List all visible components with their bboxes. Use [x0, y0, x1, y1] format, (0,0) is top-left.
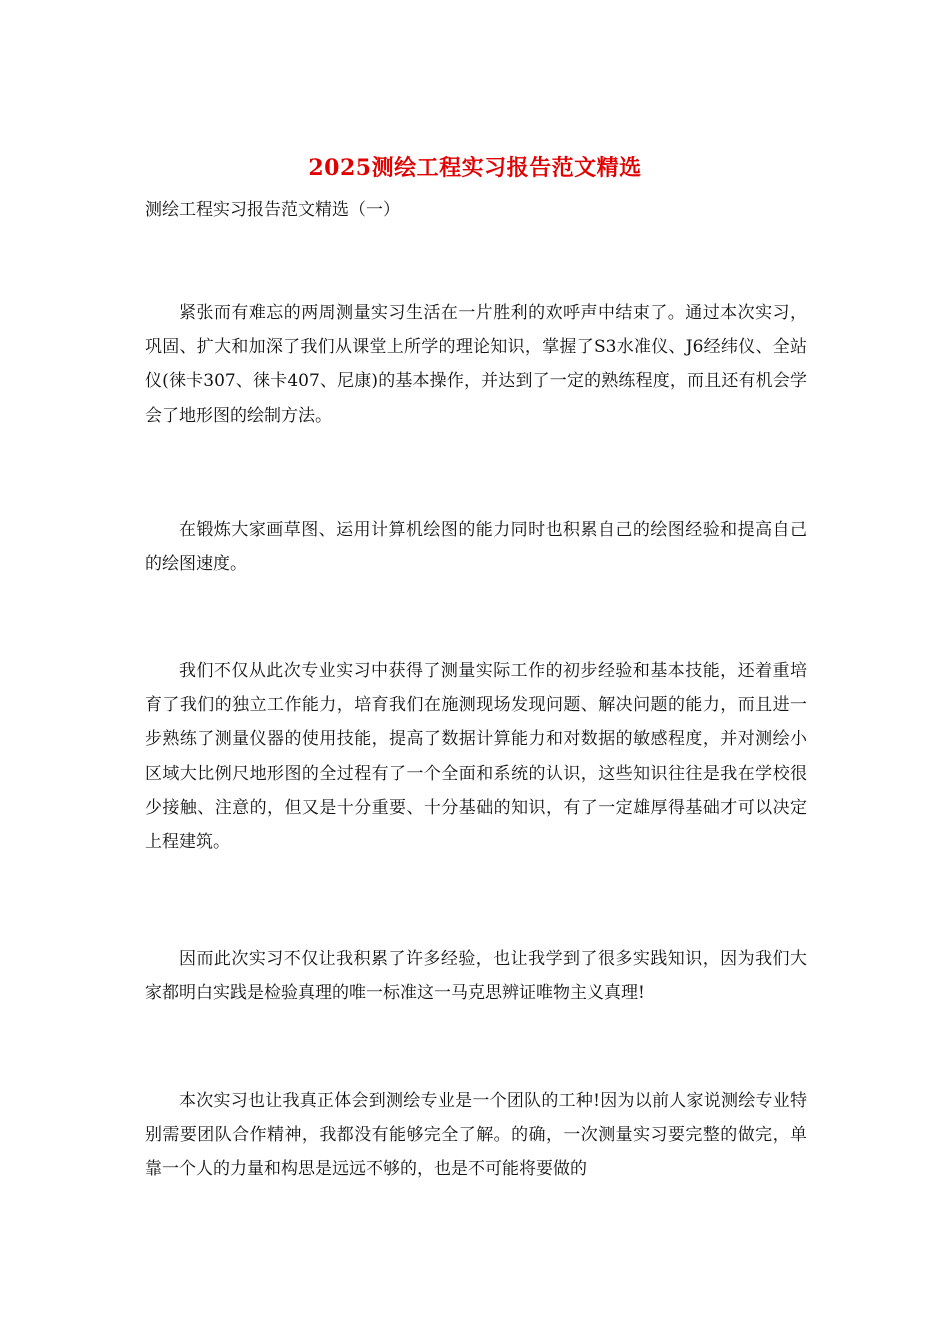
paragraph: 我们不仅从此次专业实习中获得了测量实际工作的初步经验和基本技能，还着重培育了我们的独立工作能力，培育我们在施测现场发现问题、解决问题的能力，而且进一步熟练了测量仪器的使用技能，提高了数据计算能力和对数据的敏感程度，并对测绘小区域大比例尺地形图的全过程有了一个全面和系统的认识，这些知识往往是我在学校很少接触、注意的，但又是十分重要、十分基础的知识，有了一定雄厚得基础才可以决定上程建筑。: [145, 661, 807, 853]
document-subtitle: 测绘工程实习报告范文精选（一）: [145, 200, 400, 220]
document-title: 2025测绘工程实习报告范文精选: [308, 155, 642, 181]
paragraph: 本次实习也让我真正体会到测绘专业是一个团队的工种!因为以前人家说测绘专业特别需要团队合作精神，我都没有能够完全了解。的确，一次测量实习要完整的做完，单靠一个人的力量和构思是远远不够的，也是不可能将要做的: [145, 1091, 807, 1180]
paragraph: 紧张而有难忘的两周测量实习生活在一片胜利的欢呼声中结束了。通过本次实习，巩固、扩大和加深了我们从课堂上所学的理论知识，掌握了S3水准仪、J6经纬仪、全站仪(徕卡307、徕卡407、尼康)的基本操作，并达到了一定的熟练程度，而且还有机会学会了地形图的绘制方法。: [145, 303, 807, 426]
paragraph: 在锻炼大家画草图、运用计算机绘图的能力同时也积累自己的绘图经验和提高自己的绘图速度。: [145, 520, 807, 575]
paragraph: 因而此次实习不仅让我积累了许多经验，也让我学到了很多实践知识，因为我们大家都明白实践是检验真理的唯一标准这一马克思辨证唯物主义真理!: [145, 949, 807, 1004]
